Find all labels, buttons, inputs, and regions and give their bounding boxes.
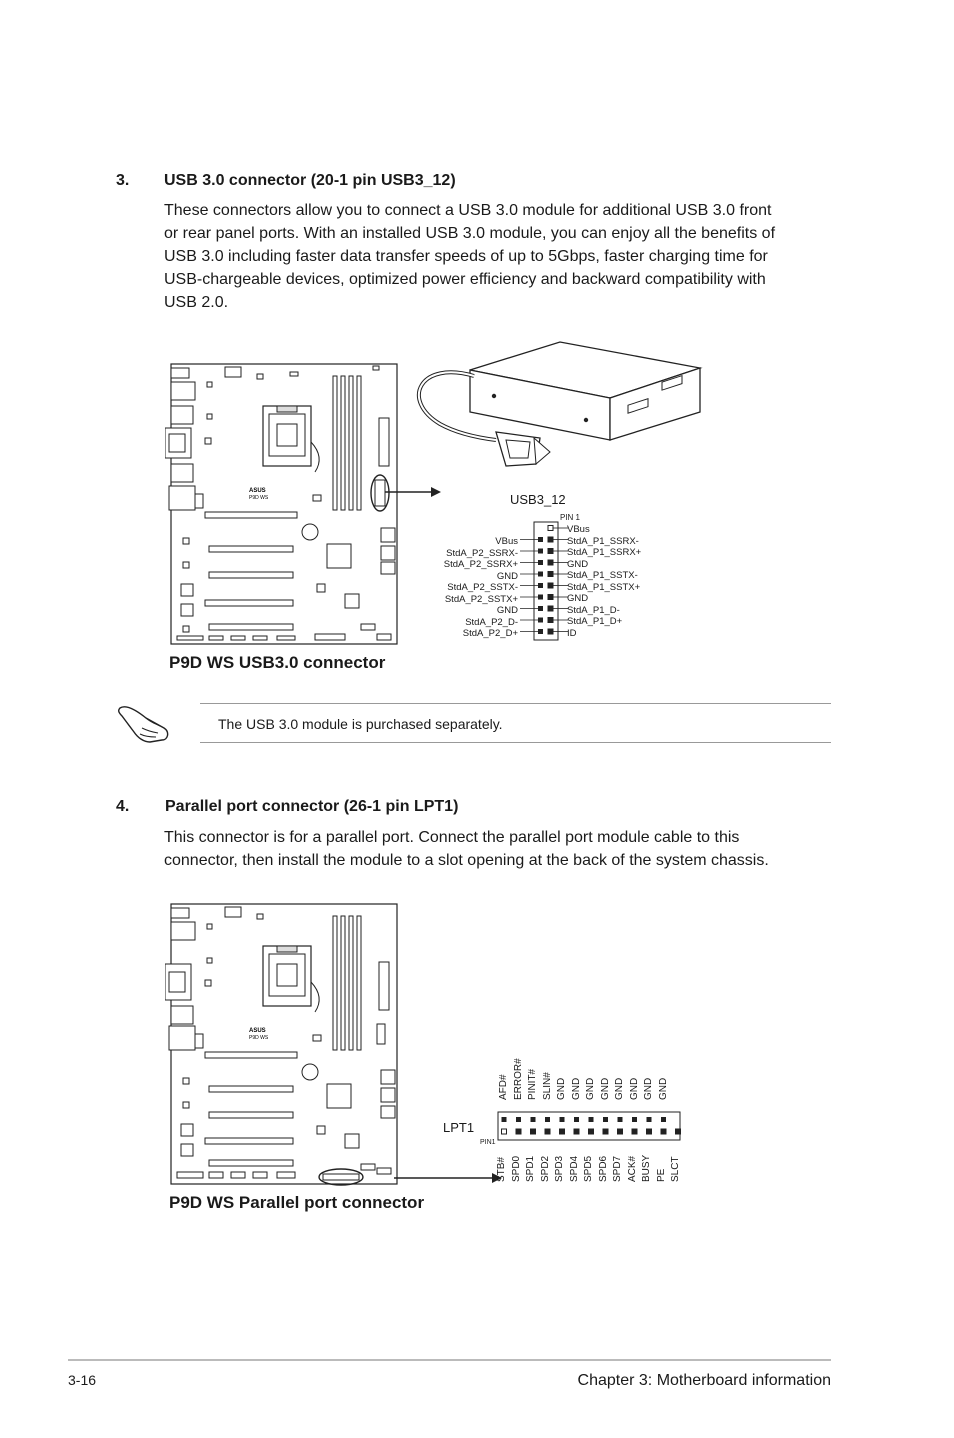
- usb3-pin-header: [520, 520, 568, 642]
- footer-rule: [68, 1359, 831, 1361]
- usb3-left-pin-labels: [440, 536, 518, 646]
- usb3-connector-label: USB3_12: [510, 492, 566, 507]
- lpt-pin1-label: PIN1: [480, 1139, 496, 1146]
- pin-label: ID: [567, 627, 577, 639]
- section-4-title: Parallel port connector (26-1 pin LPT1): [165, 798, 459, 815]
- pin-label: GND: [567, 593, 589, 604]
- pin-label: StdA_P2_SSTX+: [444, 593, 518, 605]
- pin-label: VBus: [495, 536, 518, 547]
- pin-label: GND: [643, 1077, 654, 1100]
- pin-label: GND: [567, 558, 589, 570]
- note-top-rule: [200, 703, 831, 704]
- lpt-top-pin-labels: [496, 1052, 686, 1110]
- pin-label: GND: [614, 1077, 625, 1100]
- pin-label: SLCT: [670, 1156, 681, 1182]
- paragraph-line: This connector is for a parallel port. Connect the parallel port module cable to this: [164, 829, 740, 846]
- paragraph-line: USB 2.0.: [164, 294, 229, 311]
- pin-label: SPD2: [539, 1155, 551, 1182]
- pin-label: StdA_P2_D+: [462, 628, 518, 639]
- pin-label: GND: [585, 1077, 596, 1100]
- pin-label: GND: [657, 1077, 669, 1100]
- pin-label: ACK#: [626, 1155, 638, 1182]
- motherboard-diagram-usb: [165, 362, 400, 647]
- hand-note-icon: [116, 700, 174, 746]
- pin-label: BUSY: [641, 1154, 652, 1182]
- pin-label: SPD1: [525, 1155, 536, 1182]
- section-4-paragraph: [164, 826, 864, 872]
- paragraph-line: or rear panel ports. With an installed USB 3.0 module, you can enjoy all the benefits of: [164, 225, 776, 242]
- pin-label: GND: [496, 605, 518, 616]
- lpt-connector-label: LPT1: [443, 1120, 475, 1135]
- pin-label: StdA_P2_D-: [465, 616, 518, 628]
- board-brand: ASUS: [249, 1028, 266, 1034]
- pin-label: StdA_P2_SSTX-: [447, 582, 518, 593]
- paragraph-line: connector, then install the module to a slot opening at the back of the system chassis.: [164, 852, 769, 869]
- board-brand: ASUS: [249, 488, 266, 494]
- pin-label: SPD6: [597, 1155, 609, 1182]
- board-model: P9D WS: [249, 1035, 269, 1041]
- pin-label: StdA_P1_SSTX-: [567, 570, 638, 581]
- note-bottom-rule: [200, 742, 831, 743]
- usb3-pin1-label: PIN 1: [560, 513, 581, 522]
- pin-label: StdA_P2_SSRX-: [446, 547, 518, 559]
- pin-label: GND: [570, 1077, 582, 1100]
- pin-label: SLIN#: [541, 1072, 553, 1100]
- pin-label: GND: [496, 570, 518, 582]
- pin-label: PINIT#: [527, 1068, 538, 1100]
- paragraph-line: These connectors allow you to connect a USB 3.0 module for additional USB 3.0 front: [164, 202, 772, 219]
- motherboard-diagram-lpt: [165, 902, 400, 1187]
- paragraph-line: USB-chargeable devices, optimized power efficiency and backward compatibility with: [164, 271, 766, 288]
- usb3-figure-caption: P9D WS USB3.0 connector: [169, 653, 386, 672]
- pin-label: VBus: [567, 524, 590, 535]
- pin-label: SPD4: [568, 1155, 580, 1182]
- lpt-bottom-pin-labels: [496, 1146, 686, 1186]
- pin-label: GND: [599, 1077, 611, 1100]
- lpt-figure-caption: P9D WS Parallel port connector: [169, 1193, 425, 1212]
- pin-label: SPD5: [583, 1155, 594, 1182]
- pin-label: STB#: [496, 1156, 507, 1182]
- section-3-title: USB 3.0 connector (20-1 pin USB3_12): [164, 172, 456, 189]
- section-4-number: 4.: [116, 798, 130, 815]
- pin-label: StdA_P1_SSRX-: [567, 535, 639, 547]
- pin-label: AFD#: [498, 1074, 509, 1100]
- note-text: The USB 3.0 module is purchased separately.: [218, 716, 503, 732]
- section-3-paragraph: [164, 199, 864, 314]
- lpt-connector-arrow: [394, 1170, 504, 1186]
- pin-label: StdA_P1_SSTX+: [567, 581, 641, 593]
- pin-label: PE: [655, 1168, 667, 1182]
- pin-label: SPD7: [612, 1155, 623, 1182]
- usb3-module-illustration: [410, 340, 710, 480]
- connector-arrow: [385, 484, 445, 500]
- pin-label: StdA_P1_D-: [567, 604, 620, 616]
- usb3-right-pin-labels: [567, 524, 677, 644]
- pin-label: StdA_P1_D+: [567, 616, 623, 627]
- pin-label: GND: [628, 1077, 640, 1100]
- pin-label: SPD0: [510, 1155, 522, 1182]
- board-model: P9D WS: [249, 495, 269, 501]
- pin-label: StdA_P1_SSRX+: [567, 547, 642, 558]
- pin-label: ERROR#: [512, 1058, 524, 1100]
- pin-label: GND: [556, 1077, 567, 1100]
- pin-label: SPD3: [554, 1155, 565, 1182]
- chapter-title: Chapter 3: Motherboard information: [577, 1372, 831, 1389]
- lpt-pin-header: [496, 1110, 686, 1144]
- pin-label: StdA_P2_SSRX+: [443, 559, 518, 570]
- section-3-number: 3.: [116, 172, 130, 189]
- page-number: 3-16: [68, 1372, 97, 1388]
- paragraph-line: USB 3.0 including faster data transfer speeds of up to 5Gbps, faster charging time for: [164, 248, 768, 265]
